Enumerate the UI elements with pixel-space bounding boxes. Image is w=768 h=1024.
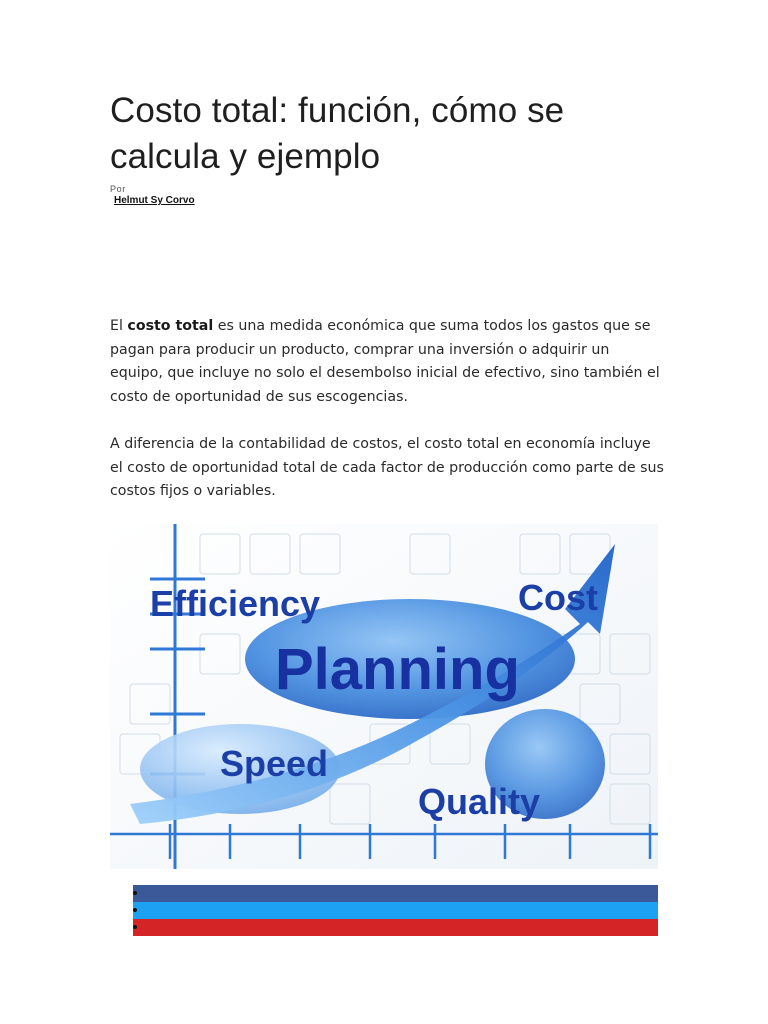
hero-image [110,524,658,869]
share-bar-facebook[interactable] [133,885,658,902]
paragraph-second: A diferencia de la contabilidad de costos, el costo total en economía incluye el costo de oportunidad total de cada factor de producción como parte de sus costos fijos o variables. [110,436,664,499]
quality-label: Quality [418,781,541,822]
author-link[interactable]: Helmut Sy Corvo [114,195,195,206]
bullet-dot [133,891,137,895]
paragraph-intro-rest: es una medida económica que suma todos los gastos que se pagan para producir un producto, comprar una inversión o adquirir un equipo, que incluye no solo el desembolso inicial de efectivo, sino también el costo de oportunidad de sus escogencias. [110,318,660,405]
efficiency-label: Efficiency [150,583,321,624]
planning-label: Planning [275,637,520,702]
page-title: Costo total: función, cómo se calcula y ejemplo [110,91,565,176]
bullet-dot [133,925,137,929]
bullet-dot [133,908,137,912]
speed-label: Speed [220,743,329,784]
planning-illustration [110,524,658,869]
cost-label: Cost [518,577,598,618]
paragraph-intro [110,315,666,409]
byline-prefix: Por [110,184,126,194]
share-bar-twitter[interactable] [133,902,658,919]
paragraph-intro-bold: costo total [127,318,214,334]
share-bar-pinterest[interactable] [133,919,658,936]
paragraph-intro-lead: El [110,318,128,334]
